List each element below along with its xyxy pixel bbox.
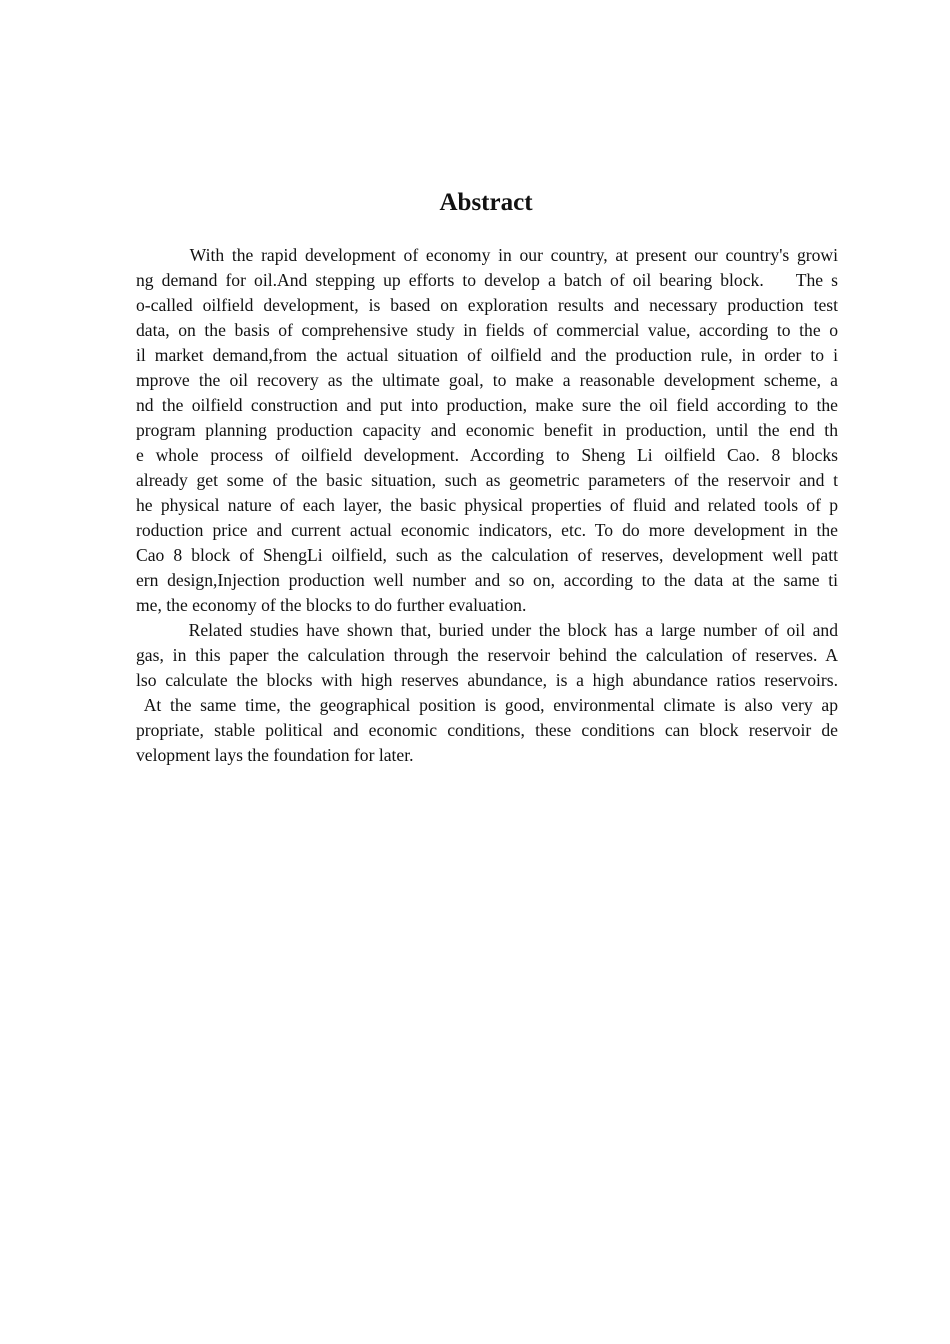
text-line: already get some of the basic situation, such as geometric parameters of the reservoir and t: [136, 470, 838, 490]
text-line: il market demand,from the actual situation of oilfield and the production rule, in order to i: [136, 345, 838, 365]
text-line: propriate, stable political and economic conditions, these conditions can block reservoir de: [136, 720, 838, 740]
text-line: velopment lays the foundation for later.: [136, 745, 414, 765]
text-line: lso calculate the blocks with high reserves abundance, is a high abundance ratios reservoirs.: [136, 670, 838, 690]
text-line: program planning production capacity and economic benefit in production, until the end th: [136, 420, 838, 440]
text-line: me, the economy of the blocks to do further evaluation.: [136, 595, 527, 615]
text-line: nd the oilfield construction and put into production, make sure the oil field according to the: [136, 395, 838, 415]
text-line: e whole process of oilfield development. According to Sheng Li oilfield Cao. 8 blocks: [136, 445, 838, 465]
text-line: Cao 8 block of ShengLi oilfield, such as the calculation of reserves, development well patt: [136, 545, 838, 565]
text-line: At the same time, the geographical position is good, environmental climate is also very ap: [136, 695, 838, 715]
text-line: data, on the basis of comprehensive study in fields of commercial value, according to the o: [136, 320, 838, 340]
text-line: With the rapid development of economy in our country, at present our country's growi: [136, 245, 838, 265]
text-line: mprove the oil recovery as the ultimate goal, to make a reasonable development scheme, a: [136, 370, 838, 390]
text-line: Related studies have shown that, buried under the block has a large number of oil and: [136, 620, 838, 640]
paragraph-2: [136, 618, 838, 768]
paragraph-1: [136, 243, 838, 618]
text-line: gas, in this paper the calculation through the reservoir behind the calculation of reserves. A: [136, 645, 838, 665]
text-line: o-called oilfield development, is based on exploration results and necessary production test: [136, 295, 838, 315]
text-line: he physical nature of each layer, the basic physical properties of fluid and related tools of p: [136, 495, 838, 515]
text-line: ng demand for oil.And stepping up efforts to develop a batch of oil bearing block. The s: [136, 270, 838, 290]
text-line: ern design,Injection production well number and so on, according to the data at the same ti: [136, 570, 838, 590]
text-line: roduction price and current actual economic indicators, etc. To do more development in the: [136, 520, 838, 540]
page-title: Abstract: [439, 189, 533, 216]
abstract-body: [136, 243, 838, 768]
